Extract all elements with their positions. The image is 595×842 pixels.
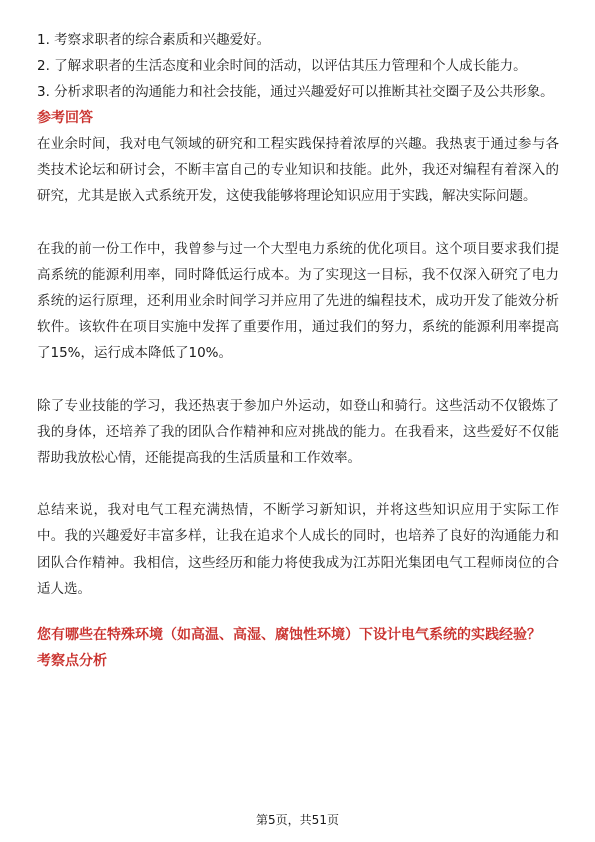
- page-footer: 第5页，共51页: [256, 813, 339, 827]
- next-question: 您有哪些在特殊环境（如高温、高湿、腐蚀性环境）下设计电气系统的实践经验？: [37, 627, 541, 644]
- assessment-point-1: 1. 考察求职者的综合素质和兴趣爱好。: [37, 32, 271, 48]
- answer-heading: 参考回答: [37, 110, 93, 126]
- answer-paragraph-1: 在业余时间，我对电气领域的研究和工程实践保持着浓厚的兴趣。我热衷于通过参与各类技术论坛和研讨会，不断丰富自己的专业知识和技能。此外，我还对编程有着深入的研究，尤其是嵌入式系统开发，这使我能够将理论知识应用于实践，解决实际问题。: [37, 136, 559, 205]
- assessment-point-2: 2. 了解求职者的生活态度和业余时间的活动，以评估其压力管理和个人成长能力。: [37, 58, 527, 74]
- answer-paragraph-4: 总结来说，我对电气工程充满热情，不断学习新知识，并将这些知识应用于实际工作中。我的兴趣爱好丰富多样，让我在追求个人成长的同时，也培养了良好的沟通能力和团队合作精神。我相信，这些经历和能力将使我成为江苏阳光集团电气工程师岗位的合适人选。: [37, 502, 559, 597]
- paragraph-spacer: [37, 367, 559, 393]
- paragraph-spacer: [37, 602, 559, 622]
- assessment-point-3: 3. 分析求职者的沟通能力和社会技能，通过兴趣爱好可以推断其社交圈子及公共形象。: [37, 84, 554, 100]
- answer-paragraph-3: 除了专业技能的学习，我还热衷于参加户外运动，如登山和骑行。这些活动不仅锻炼了我的身体，还培养了我的团队合作精神和应对挑战的能力。在我看来，这些爱好不仅能帮助我放松心情，还能提高我的生活质量和工作效率。: [37, 397, 559, 467]
- answer-paragraph-2: 在我的前一份工作中，我曾参与过一个大型电力系统的优化项目。这个项目要求我们提高系统的能源利用率，同时降低运行成本。为了实现这一目标，我不仅深入研究了电力系统的运行原理，还利用业余时间学习并应用了先进的编程技术，成功开发了能效分析软件。该软件在项目实施中发挥了重要作用，通过我们的努力，系统的能源利用率提高了15%，运行成本降低了10%。: [37, 240, 559, 362]
- analysis-heading: 考察点分析: [37, 653, 107, 670]
- paragraph-spacer: [37, 210, 559, 236]
- paragraph-spacer: [37, 471, 559, 497]
- page-content: [37, 27, 559, 674]
